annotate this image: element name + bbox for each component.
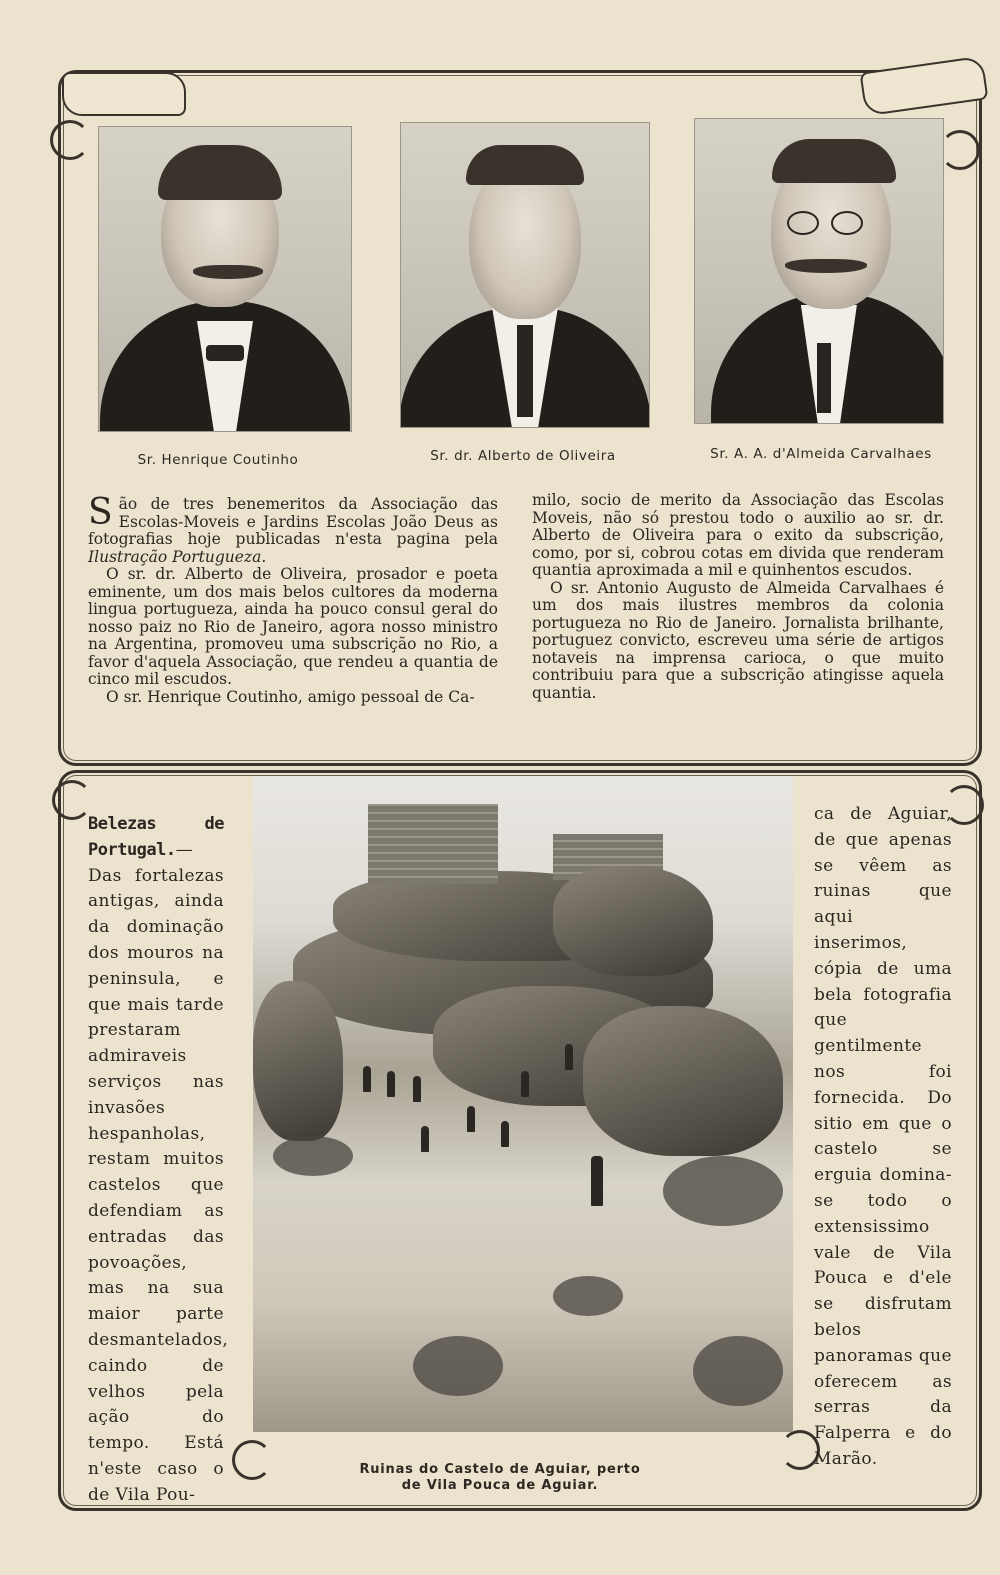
portrait-caption: Sr. dr. Alberto de Oliveira [430, 448, 616, 464]
portrait-caption: Sr. A. A. d'Almeida Carvalhaes [710, 446, 932, 462]
curl-ornament [940, 130, 980, 170]
portrait-almeida-carvalhaes [694, 118, 944, 424]
portrait-alberto-de-oliveira [400, 122, 650, 428]
curl-ornament [52, 780, 92, 820]
scroll-ornament-top-left [62, 72, 186, 116]
photo-caption [0, 1462, 1000, 1494]
article-paragraph: O sr. Antonio Augusto de Almeida Carvalhaes é um dos mais ilustres membros da colonia portugueza no Rio de Janeiro. Jornalista brilhante, portuguez convicto, escreveu uma série de artigos notaveis na imprensa carioca, o que muito contribuiu para que a subscrição atingisse aquela quantia. [532, 578, 944, 702]
portrait-caption: Sr. Henrique Coutinho [137, 452, 299, 468]
photo-caption-line: de Vila Pouca de Aguiar. [401, 1478, 599, 1493]
article-right-column [532, 492, 944, 702]
magazine-title: Ilustração Portugueza. [88, 547, 267, 566]
article-left-column [88, 492, 498, 706]
article-paragraph: O sr. dr. Alberto de Oliveira, prosador e poeta eminente, um dos mais belos cultores da moderna lingua portugueza, ainda ha pouco consul geral do nosso paiz no Rio de Janeiro, agora nosso ministro na Argentina, promoveu uma subscrição no Rio, a favor d'aquela Associação, que rendeu a quantia de cinco mil escudos. [88, 565, 498, 688]
article-paragraph: O sr. Henrique Coutinho, amigo pessoal de Ca- [106, 687, 475, 706]
belezas-left-column [88, 812, 229, 1509]
article-paragraph: milo, socio de merito da Associação das Escolas Moveis, não só prestou todo o auxilio ao sr. dr. Alberto de Oliveira para o exito da subscrição, como, por si, cobrou cotas em divida que renderam quantia aproximada a mil e quinhentos escudos. [532, 491, 944, 579]
drop-cap: S [88, 492, 113, 533]
portrait-henrique-coutinho [98, 126, 352, 432]
photo-caption-line: Ruinas do Castelo de Aguiar, perto [359, 1462, 641, 1477]
article-paragraph: ão de tres benemeritos da Associação das Escolas-Moveis e Jardins Escolas João Deus as fotografias hoje publicadas n'esta pagina pela [88, 495, 498, 548]
section-text: —Das fortalezas antigas, ainda da dominação dos mouros na peninsula, e que mais tarde prestaram admiraveis serviços nas invasões hespanholas, restam muitos castelos que defendiam as entradas das povoações, mas na sua maior parte desmantelados, caindo de velhos pela ação do tempo. Está n'este caso o de Vila Pou- [88, 839, 229, 1505]
belezas-right-column: ca de Aguiar, de que apenas se vêem as ruinas que aqui inserimos, cópia de uma bela fotografia que gentilmente nos foi fornecida. Do sitio em que o castelo se erguia domina-se todo o extensissimo vale de Vila Pouca e d'ele se disfrutam belos panoramas que oferecem as serras da Falperra e do Marão. [814, 804, 952, 1469]
section-heading: Belezas de Portugal. [88, 814, 224, 860]
castle-ruins-photo [253, 776, 793, 1432]
curl-ornament [50, 120, 90, 160]
